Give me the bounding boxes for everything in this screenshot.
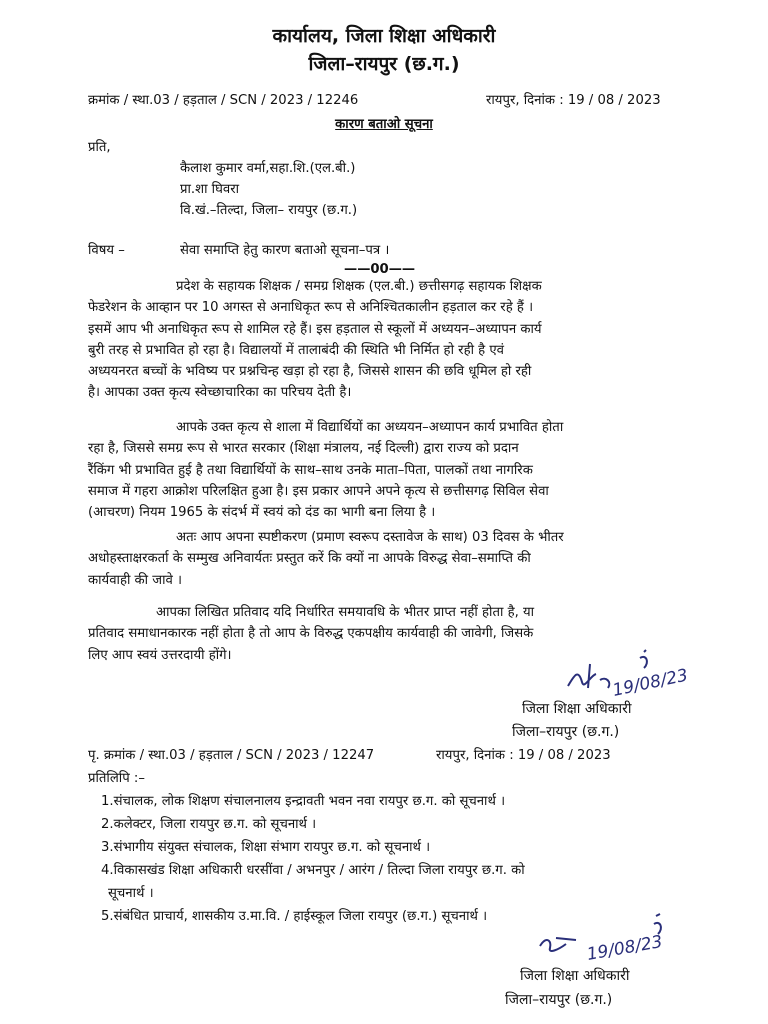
para1-line: फेडरेशन के आव्हान पर 10 अगस्त से अनाधिकृत रूप से अनिश्चितकालीन हड़ताल कर रहे हैं ।	[88, 300, 534, 316]
signature-mark	[560, 646, 700, 706]
notice-title: कारण बताओ सूचना	[335, 117, 433, 132]
recipient-block: वि.खं.–तिल्दा, जिला– रायपुर (छ.ग.)	[180, 203, 358, 218]
list-item: 5.संबंधित प्राचार्य, शासकीय उ.मा.वि. / हाईस्कूल जिला रायपुर (छ.ग.) सूचनार्थ ।	[101, 909, 488, 924]
signatory-title: जिला शिक्षा अधिकारी	[520, 968, 630, 984]
recipient-name: कैलाश कुमार वर्मा,सहा.शि.(एल.बी.)	[180, 161, 356, 176]
para1-line: अध्ययनरत बच्चों के भविष्य पर प्रश्नचिन्ह खड़ा हो रहा है, जिससे शासन की छवि धूमिल हो रही	[88, 364, 532, 380]
endorsement-number: पृ. क्रमांक / स्था.03 / हड़ताल / SCN / 2023 / 12247	[88, 748, 375, 763]
endorsement-date: रायपुर, दिनांक : 19 / 08 / 2023	[436, 748, 611, 763]
para4-line: लिए आप स्वयं उत्तरदायी होंगे।	[88, 647, 232, 663]
signatory-district: जिला–रायपुर (छ.ग.)	[505, 992, 613, 1008]
para3-line: कार्यवाही की जावे ।	[88, 572, 183, 588]
para2-line: समाज में गहरा आक्रोश परिलक्षित हुआ है। इस प्रकार आपने अपने कृत्य से छत्तीसगढ़ सिविल सेवा	[88, 483, 549, 499]
signature-date: 19/08/23	[585, 931, 665, 965]
para1-line: इसमें आप भी अनाधिकृत रूप से शामिल रहे हैं। इस हड़ताल से स्कूलों में अध्ययन–अध्यापन कार्य	[88, 321, 542, 337]
signature-mark	[536, 910, 696, 972]
para2-line: (आचरण) नियम 1965 के संदर्भ में स्वयं को दंड का भागी बना लिया है ।	[88, 505, 436, 521]
office-heading: कार्यालय, जिला शिक्षा अधिकारी	[272, 25, 496, 47]
para1-line: है। आपका उक्त कृत्य स्वेच्छाचारिका का परिचय देती है।	[88, 385, 352, 401]
para2-line: आपके उक्त कृत्य से शाला में विद्यार्थियों का अध्ययन–अध्यापन कार्य प्रभावित होता	[176, 420, 564, 435]
recipient-prefix: प्रति,	[88, 140, 111, 155]
para4-line: प्रतिवाद समाधानकारक नहीं होता है तो आप के विरुद्ध एकपक्षीय कार्यवाही की जावेगी, जिसके	[88, 626, 534, 642]
place-date: रायपुर, दिनांक : 19 / 08 / 2023	[486, 93, 661, 108]
subject-text: सेवा समाप्ति हेतु कारण बताओ सूचना–पत्र ।	[180, 243, 390, 258]
paragraph-3	[88, 527, 680, 591]
list-item: 4.विकासखंड शिक्षा अधिकारी धरसींवा / अभनपुर / आरंग / तिल्दा जिला रायपुर छ.ग. को	[101, 863, 525, 878]
list-item: 3.संभागीय संयुक्त संचालक, शिक्षा संभाग रायपुर छ.ग. को सूचनार्थ ।	[101, 840, 431, 855]
signatory-title: जिला शिक्षा अधिकारी	[522, 701, 632, 717]
para2-line: रहा है, जिससे समग्र रूप से भारत सरकार (शिक्षा मंत्रालय, नई दिल्ली) द्वारा राज्य को प्रदान	[88, 441, 519, 457]
para4-line: आपका लिखित प्रतिवाद यदि निर्धारित समयावधि के भीतर प्राप्त नहीं होता है, या	[156, 605, 535, 620]
separator: ——00——	[344, 262, 416, 277]
signature-date: 19/08/23	[610, 665, 690, 701]
list-item: सूचनार्थ ।	[108, 886, 154, 901]
para1-line: बुरी तरह से प्रभावित हो रहा है। विद्यालयों में तालाबंदी की स्थिति भी निर्मित हो रही है एवं	[88, 342, 504, 358]
district-heading: जिला–रायपुर (छ.ग.)	[308, 53, 460, 75]
para1-line: प्रदेश के सहायक शिक्षक / समग्र शिक्षक (एल.बी.) छत्तीसगढ़ सहायक शिक्षक	[176, 279, 542, 294]
recipient-school: प्रा.शा घिवरा	[180, 182, 240, 197]
signatory-district: जिला–रायपुर (छ.ग.)	[512, 724, 620, 740]
para2-line: रैंकिंग भी प्रभावित हुई है तथा विद्यार्थियों के साथ–साथ उनके माता–पिता, पालकों तथा नागरिक	[88, 462, 533, 478]
para3-line: अधोहस्ताक्षरकर्ता के सम्मुख अनिवार्यतः प्रस्तुत करें कि क्यों ना आपके विरुद्ध सेवा–समाप्ति की	[88, 551, 531, 567]
list-item: 2.कलेक्टर, जिला रायपुर छ.ग. को सूचनार्थ ।	[101, 817, 317, 832]
reference-number: क्रमांक / स्था.03 / हड़ताल / SCN / 2023 / 12246	[88, 93, 359, 108]
para3-line: अतः आप अपना स्पष्टीकरण (प्रमाण स्वरूप दस्तावेज के साथ) 03 दिवस के भीतर	[176, 530, 564, 545]
subject-label: विषय –	[88, 243, 125, 258]
paragraph-1	[88, 276, 680, 404]
paragraph-2	[88, 417, 680, 523]
copy-label: प्रतिलिपि :–	[88, 771, 145, 786]
list-item: 1.संचालक, लोक शिक्षण संचालनालय इन्द्रावती भवन नवा रायपुर छ.ग. को सूचनार्थ ।	[101, 794, 506, 809]
